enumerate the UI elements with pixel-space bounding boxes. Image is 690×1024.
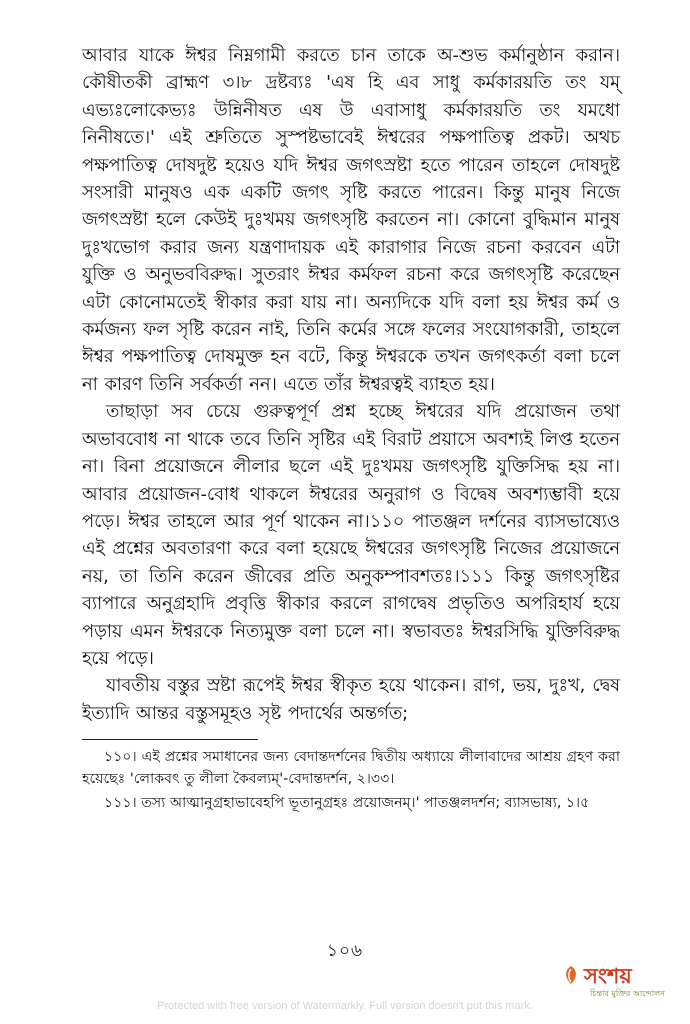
watermark-notice: Protected with free version of Watermarkly. Full version doesn't put this mark. xyxy=(157,1000,533,1012)
paragraph: যাবতীয় বস্তুর স্রষ্টা রূপেই ঈশ্বর স্বীকৃত হয়ে থাকেন। রাগ, ভয়, দুঃখ, দ্বেষ ইত্যাদি আন্তর বস্তুসমূহও সৃষ্ট পদার্থের অন্তর্গত; xyxy=(82,675,620,724)
footnotes xyxy=(82,746,620,814)
publisher-logo xyxy=(560,960,678,1000)
logo-tagline: চিন্তার মুক্তির আন্দোলন xyxy=(590,989,665,998)
page-number: ১০৬ xyxy=(326,941,364,961)
footnote: ১১০। এই প্রশ্নের সমাধানের জন্য বেদান্তদর্শনের দ্বিতীয় অধ্যায়ে লীলাবাদের আশ্রয় গ্রহণ করা হয়েছেঃ 'লোকবৎ তু লীলা কৈবল্যম্'-বেদান্তদর্শন, ২।৩৩। xyxy=(82,749,620,788)
footnote-divider xyxy=(82,739,258,740)
logo-leaf-icon xyxy=(560,964,582,986)
logo-title: সংশয় xyxy=(584,964,632,988)
footnote: ১১১। তস্য আত্মানুগ্রহাভাবেহপি ভূতানুগ্রহঃ প্রয়োজনম্।' পাতঞ্জলদর্শন; ব্যাসভাষ্য, ১।৫ xyxy=(104,795,590,812)
paragraph: আবার যাকে ঈশ্বর নিম্নগামী করতে চান তাকে অ-শুভ কর্মানুষ্ঠান করান। কৌষীতকী ব্রাহ্মণ ৩।৮ দ্রষ্টব্যঃ 'এষ হি এব সাধু কর্মকারয়তি তং যম্ এভ্যঃলোকেভ্যঃ উন্নিনীষত এষ উ এবাসাধু কর্মকারয়তি তং যমধো নিনীষতে।' এই শ্রুতিতে সুস্পষ্টভাবেই ঈশ্বরের পক্ষপাতিত্ব প্রকট। অথচ পক্ষপাতিত্ব দোষদুষ্ট হয়েও যদি ঈশ্বর জগৎস্রষ্টা হতে পারেন তাহলে দোষদুষ্ট সংসারী মানুষও এক একটি জগৎ সৃষ্টি করতে পারেন। কিন্তু মানুষ নিজে জগৎস্রষ্টা হলে কেউই দুঃখময় জগৎসৃষ্টি করতেন না। কোনো বুদ্ধিমান মানুষ দুঃখভোগ করার জন্য যন্ত্রণাদায়ক এই কারাগার নিজে রচনা করবেন এটা যুক্তি ও অনুভববিরুদ্ধ। সুতরাং ঈশ্বর কর্মফল রচনা করে জগৎসৃষ্টি করেছেন এটা কোনোমতেই স্বীকার করা যায় না। অন্যদিকে যদি বলা হয় ঈশ্বর কর্ম ও কর্মজন্য ফল সৃষ্টি করেন নাই, তিনি কর্মের সঙ্গে ফলের সংযোগকারী, তাহলে ঈশ্বর পক্ষপাতিত্ব দোষমুক্ত হন বটে, কিন্তু ঈশ্বরকে তখন জগৎকর্তা বলা চলে না কারণ তিনি সর্বকর্তা নন। এতে তাঁর ঈশ্বরত্বই ব্যাহত হয়। xyxy=(82,45,620,395)
paragraph: তাছাড়া সব চেয়ে গুরুত্বপূর্ণ প্রশ্ন হচ্ছে ঈশ্বরের যদি প্রয়োজন তথা অভাববোধ না থাকে তবে তিনি সৃষ্টির এই বিরাট প্রয়াসে অবশ্যই লিপ্ত হতেন না। বিনা প্রয়োজনে লীলার ছলে এই দুঃখময় জগৎসৃষ্টি যুক্তিসিদ্ধ হয় না। আবার প্রয়োজন-বোধ থাকলে ঈশ্বরের অনুরাগ ও বিদ্বেষ অবশ্যম্ভাবী হয়ে পড়ে। ঈশ্বর তাহলে আর পূর্ণ থাকেন না।১১০ পাতঞ্জল দর্শনের ব্যাসভাষ্যেও এই প্রশ্নের অবতারণা করে বলা হয়েছে ঈশ্বরের জগৎসৃষ্টি নিজের প্রয়োজনে নয়, তা তিনি করেন জীবের প্রতি অনুকম্পাবশতঃ।১১১ কিন্তু জগৎসৃষ্টির ব্যাপারে অনুগ্রহাদি প্রবৃত্তি স্বীকার করলে রাগদ্বেষ প্রভৃতিও অপরিহার্য হয়ে পড়ায় এমন ঈশ্বরকে নিত্যমুক্ত বলা চলে না। স্বভাবতঃ ঈশ্বরসিদ্ধি যুক্তিবিরুদ্ধ হয়ে পড়ে। xyxy=(82,401,620,669)
body-text xyxy=(82,42,620,727)
